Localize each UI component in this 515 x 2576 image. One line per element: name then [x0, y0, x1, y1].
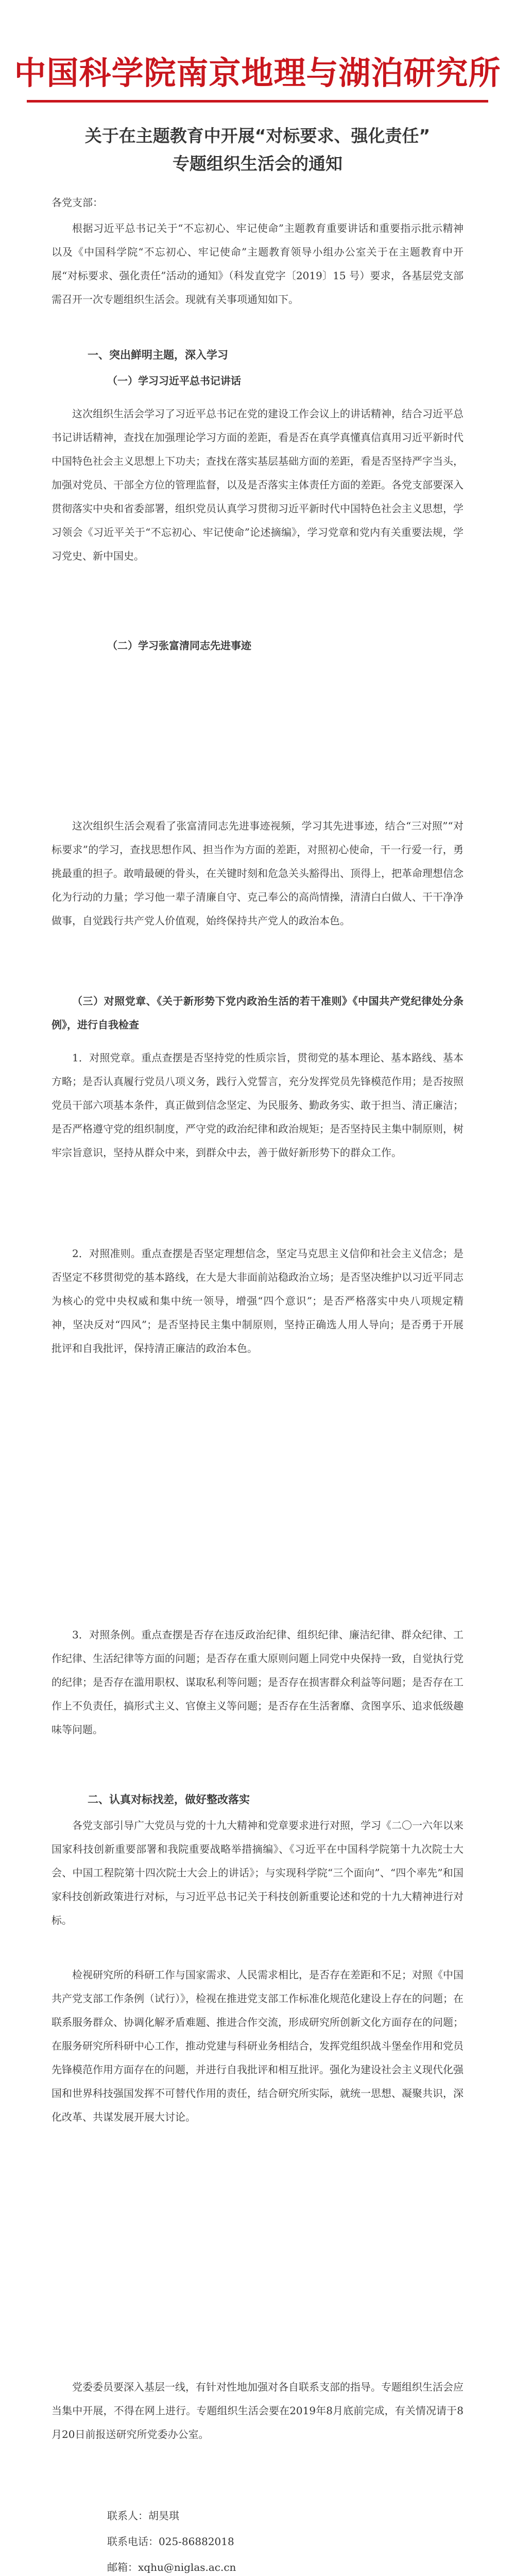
- section-1-sub-2-text: 这次组织生活会观看了张富清同志先进事迹视频，学习其先进事迹，结合“三对照”“对标要求”的学习，查找思想作风、担当作为方面的差距，对照初心使命，干一行爱一行，勇挑最重的担子。敢啃最硬的骨头，在关键时刻和危急关头豁得出、顶得上，把革命理想信念化为行动的力量；学习他一辈子清廉自守、克己奉公的高尚情操，清清白白做人、干干净净做事，自觉践行共产党人价值观，始终保持共产党人的政治本色。: [52, 820, 464, 927]
- contact-person: 联系人：胡昊琪: [107, 2510, 179, 2522]
- section-1-sub-2-heading: （二）学习张富清同志先进事迹: [107, 639, 251, 652]
- letterhead-rule: [27, 100, 488, 103]
- section-1-sub-3-heading: （三）对照党章、《关于新形势下党内政治生活的若干准则》《中国共产党纪律处分条例》，进行自我检查: [52, 995, 464, 1031]
- notice-title-line-1: 关于在主题教育中开展“对标要求、强化责任”: [84, 126, 431, 146]
- contact-email: 邮箱：xqhu@niglas.ac.cn: [107, 2561, 236, 2573]
- org-name: 中国科学院南京地理与湖泊研究所: [14, 54, 501, 92]
- checklist-item-1: 1．对照党章。重点查摆是否坚持党的性质宗旨，贯彻党的基本理论、基本路线、基本方略；是否认真履行党员八项义务，践行入党誓言，充分发挥党员先锋模范作用；是否按照党员干部六项基本条件，真正做到信念坚定、为民服务、勤政务实、敢于担当、清正廉洁；是否严格遵守党的组织制度，严守党的政治纪律和政治规矩；是否坚持民主集中制原则，树牢宗旨意识，坚持从群众中来，到群众中去，善于做好新形势下的群众工作。: [52, 1052, 464, 1159]
- section-1-heading: 一、突出鲜明主题，深入学习: [88, 349, 228, 361]
- section-1-sub-1-text: 这次组织生活会学习了习近平总书记在党的建设工作会议上的讲话精神，结合习近平总书记讲话精神，查找在加强理论学习方面的差距，看是否在真学真懂真信真用习近平新时代中国特色社会主义思想上下功夫；查找在落实基层基础方面的差距，看是否坚持严字当头，加强对党员、干部全方位的管理监督，以及是否落实主体责任方面的差距。各党支部要深入贯彻落实中央和省委部署，组织党员认真学习贯彻习近平新时代中国特色社会主义思想，学习领会《习近平关于“不忘初心、牢记使命”论述摘编》，学习党章和党内有关重要法规，学习党史、新中国史。: [52, 408, 464, 562]
- section-2-paragraph-2: 检视研究所的科研工作与国家需求、人民需求相比，是否存在差距和不足；对照《中国共产党支部工作条例（试行）》，检视在推进党支部工作标准化规范化建设上存在的问题；在联系服务群众、协调化解矛盾难题、推进合作交流，形成研究所创新文化方面存在的问题；在服务研究所科研中心工作，推动党建与科研业务相结合，发挥党组织战斗堡垒作用和党员先锋模范作用方面存在的问题，并进行自我批评和相互批评。强化为建设社会主义现代化强国和世界科技强国发挥不可替代作用的责任，结合研究所实际，就统一思想、凝聚共识，深化改革、共谋发展开展大讨论。: [52, 1969, 464, 2123]
- contact-phone: 联系电话：025-86882018: [107, 2535, 234, 2548]
- letterhead: [0, 0, 515, 113]
- intro-paragraph: 根据习近平总书记关于“不忘初心、牢记使命”主题教育重要讲话和重要指示批示精神以及《中国科学院“不忘初心、牢记使命”主题教育领导小组办公室关于在主题教育中开展“对标要求、强化责任”活动的通知》（科发直党字〔2019〕15 号）要求，各基层党支部需召开一次专题组织生活会。现就有关事项通知如下。: [52, 222, 464, 306]
- section-2-heading: 二、认真对标找差，做好整改落实: [88, 1793, 250, 1806]
- section-1-sub-1-heading: （一）学习习近平总书记讲话: [107, 375, 241, 387]
- closing-paragraph: 党委委员要深入基层一线，有针对性地加强对各自联系支部的指导。专题组织生活会应当集中开展，不得在网上进行。专题组织生活会要在2019年8月底前完成，有关情况请于8月20日前报送研究所党委办公室。: [52, 2381, 464, 2441]
- notice-title-line-2: 专题组织生活会的通知: [173, 154, 342, 174]
- section-2-paragraph-1: 各党支部引导广大党员与党的十九大精神和党章要求进行对照，学习《二〇一六年以来国家科技创新重要部署和我院重要战略举措摘编》、《习近平在中国科学院第十九次院士大会、中国工程院第十四次院士大会上的讲话》；与实现科学院“三个面向”、“四个率先”和国家科技创新政策进行对标，与习近平总书记关于科技创新重要论述和党的十九大精神进行对标。: [52, 1819, 464, 1926]
- salutation: 各党支部：: [52, 196, 103, 209]
- checklist-item-2: 2．对照准则。重点查摆是否坚定理想信念，坚定马克思主义信仰和社会主义信念；是否坚定不移贯彻党的基本路线，在大是大非面前站稳政治立场；是否坚决维护以习近平同志为核心的党中央权威和集中统一领导，增强“四个意识”；是否严格落实中央八项规定精神，坚决反对“四风”；是否坚持民主集中制原则，坚持正确选人用人导向；是否勇于开展批评和自我批评，保持清正廉洁的政治本色。: [52, 1247, 464, 1354]
- checklist-item-3: 3．对照条例。重点查摆是否存在违反政治纪律、组织纪律、廉洁纪律、群众纪律、工作纪律、生活纪律等方面的问题；是否存在重大原则问题上同党中央保持一致，自觉执行党的纪律；是否存在滥用职权、谋取私利等问题；是否存在损害群众利益等问题；是否存在工作上不负责任，搞形式主义、官僚主义等问题；是否存在生活奢靡、贪图享乐、追求低级趣味等问题。: [52, 1629, 464, 1736]
